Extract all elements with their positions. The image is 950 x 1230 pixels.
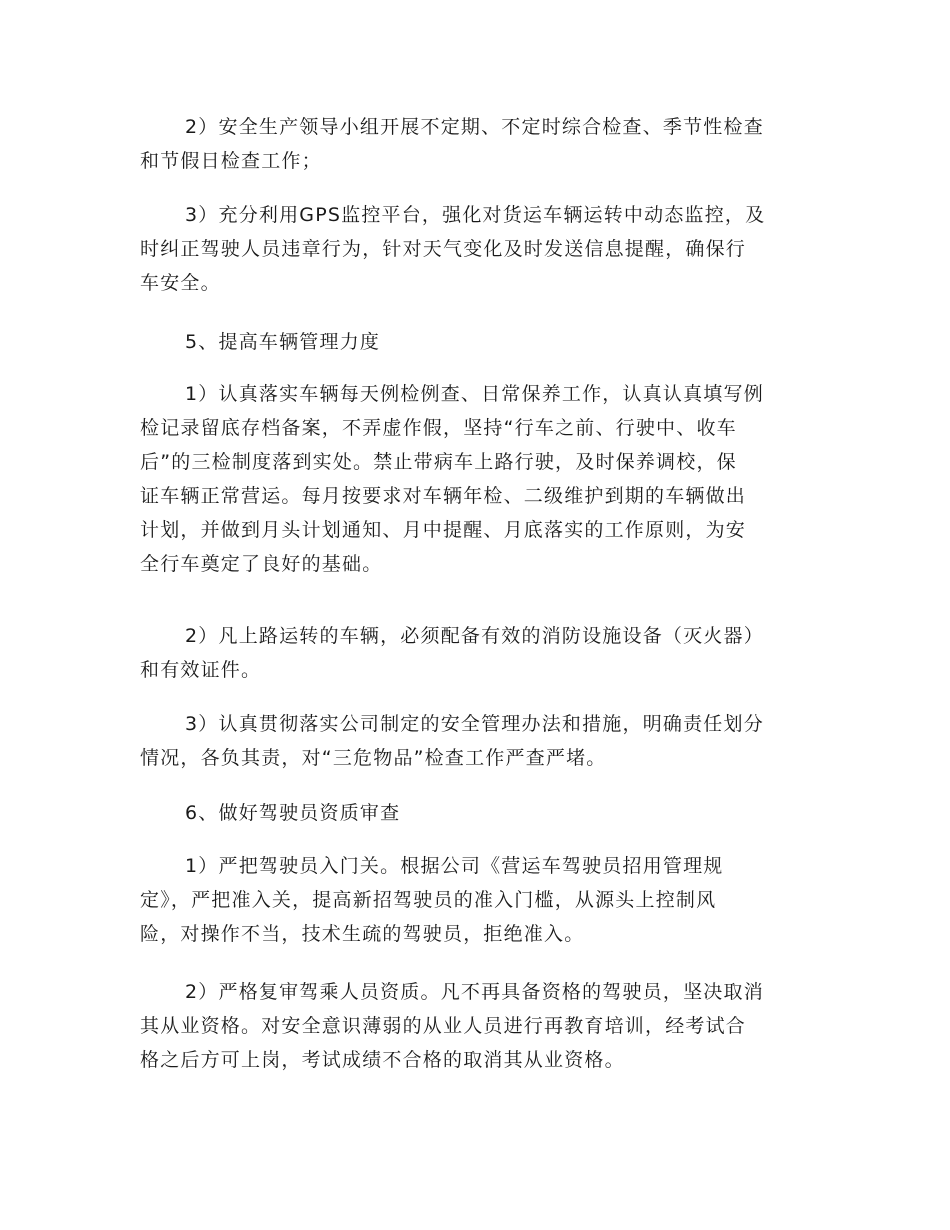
text-line: 其从业资格。对安全意识薄弱的从业人员进行再教育培训，经考试合 [140, 1015, 747, 1037]
paragraph-driver-entry [140, 849, 810, 951]
text-line: 证车辆正常营运。每月按要求对车辆年检、二级维护到期的车辆做出 [140, 485, 747, 507]
text-line: 和有效证件。 [140, 659, 262, 681]
section-heading: 5、提高车辆管理力度 [185, 331, 381, 353]
text-line: 时纠正驾驶人员违章行为，针对天气变化及时发送信息提醒，确保行 [140, 238, 747, 260]
text-line: 1）认真落实车辆每天例检例查、日常保养工作，认真认真填写例 [185, 383, 764, 405]
paragraph-safety-measures [140, 707, 810, 775]
section-heading: 6、做好驾驶员资质审查 [185, 802, 401, 824]
paragraph-driver-review [140, 975, 810, 1077]
text-line: 2）严格复审驾乘人员资质。凡不再具备资格的驾驶员，坚决取消 [185, 981, 764, 1003]
text-line: 2）凡上路运转的车辆，必须配备有效的消防设施设备（灭火器） [185, 625, 764, 647]
text-line: 3）充分利用GPS监控平台，强化对货运车辆运转中动态监控，及 [185, 204, 766, 226]
text-line: 险，对操作不当，技术生疏的驾驶员，拒绝准入。 [140, 923, 585, 945]
paragraph-gps-monitoring [140, 198, 810, 300]
text-line: 2）安全生产领导小组开展不定期、不定时综合检查、季节性检查 [185, 116, 764, 138]
text-line: 和节假日检查工作； [140, 150, 322, 172]
text-line: 情况，各负其责，对“三危物品”检查工作严查严堵。 [140, 747, 607, 769]
text-line: 后”的三检制度落到实处。禁止带病车上路行驶，及时保养调校，保 [140, 451, 737, 473]
section-heading-vehicle-management [140, 325, 810, 359]
text-line: 3）认真贯彻落实公司制定的安全管理办法和措施，明确责任划分 [185, 713, 764, 735]
text-line: 格之后方可上岗，考试成绩不合格的取消其从业资格。 [140, 1049, 625, 1071]
text-line: 检记录留底存档备案，不弄虚作假，坚持“行车之前、行驶中、收车 [140, 417, 737, 439]
text-line: 全行车奠定了良好的基础。 [140, 553, 383, 575]
paragraph-fire-equipment [140, 619, 810, 687]
text-line: 定》，严把准入关，提高新招驾驶员的准入门槛，从源头上控制风 [140, 889, 717, 911]
text-line: 计划，并做到月头计划通知、月中提醒、月底落实的工作原则，为安 [140, 519, 747, 541]
paragraph-vehicle-inspection [140, 377, 810, 581]
section-heading-driver-qualification [140, 796, 810, 830]
text-line: 1）严把驾驶员入门关。根据公司《营运车驾驶员招用管理规 [185, 855, 724, 877]
paragraph-inspection-schedule [140, 110, 810, 178]
text-line: 车安全。 [140, 272, 221, 294]
